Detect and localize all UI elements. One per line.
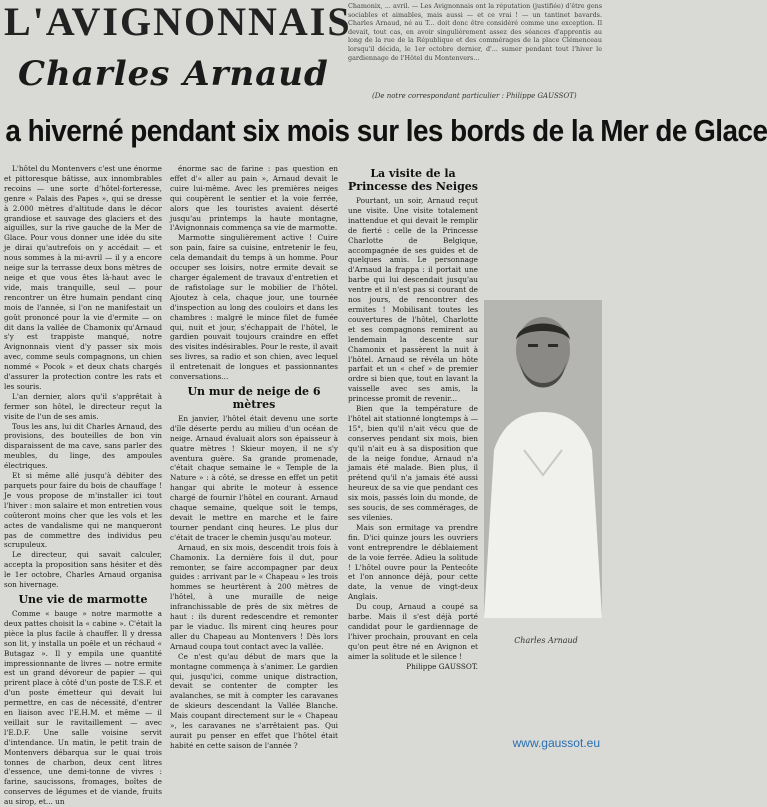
paragraph: Ce n'est qu'au début de mars que la montagne commença à s'animer. Le gardien qui, jusqu'ici, comme unique distraction, devait se contenter de compter les avalanches, se mit à compter les caravanes de skieurs descendant la Vallée Blanche. Mais coupant directement sur le « Chapeau », les caravanes ne s'arrêtaient pas. Qui aurait pu penser en effet que l'hôtel était habité en cette saison de l'année ? bbox=[170, 651, 338, 750]
paragraph: Du coup, Arnaud a coupé sa barbe. Mais il s'est déjà porté candidat pour le gardiennage de l'hiver prochain, prouvant en cela qu'on peut être né en Avignon et aimer la solitude et le silence ! bbox=[348, 602, 478, 661]
column-1 bbox=[4, 164, 162, 807]
paragraph: Marmotte singulièrement active ! Cuire son pain, faire sa cuisine, entretenir le feu, cela demandait du temps à un homme. Pour occuper ses loisirs, notre ermite devait se charger également de travaux d'entretien et de rafistolage sur le mobilier de l'hôtel. Ajoutez à cela, chaque jour, une tournée d'inspection au long des couloirs et dans les chambres : malgré le mince filet de fumée qui, nuit et jour, s'échappait de l'hôtel, le gardien pouvait toujours craindre en effet des visites indésirables. Pour le reste, il avait ses livres, sa radio et son chien, avec lequel il entretenait de longues et passionnantes conversations... bbox=[170, 233, 338, 382]
correspondent-line: (De notre correspondant particulier : Philippe GAUSSOT) bbox=[372, 92, 577, 100]
kicker-title: L'AVIGNONNAIS bbox=[4, 0, 352, 44]
portrait-photo bbox=[484, 300, 602, 618]
column-3 bbox=[348, 164, 478, 724]
paragraph: En janvier, l'hôtel était devenu une sorte d'île déserte perdu au milieu d'un océan de neige. Arnaud évaluait alors son épaisseur à quatre mètres ! Skieur moyen, il ne s'y aventura guère. Sa grande promenade, c'était chaque semaine le « Temple de la Nature » : à côté, se dresse en effet un petit hangar qui abrite le moteur à essence chargé de fournir l'hôtel en courant. Arnaud chaque semaine, quelque soit le temps, devait le mettre en marche et le faire tourner pendant cinq heures. Le plus dur c'était de tracer le chemin jusqu'au moteur. bbox=[170, 413, 338, 542]
intro-paragraph: Chamonix, ... avril. — Les Avignonnais ont la réputation (justifiée) d'être gens sociables et aimables, mais aussi — et ce vrai ! — un tantinet bavards. Charles Arnaud, né au T... doit donc être considéré comme une exception. Il devait, tout cas, en avoir singulièrement assez des séances d'apprentis au long de la rue de la République et des commérages de la place Clémenceau lorsqu'il décida, le 1er octobre dernier, d'... sumer pendant tout l'hiver le gardiennage de l'Hôtel du Montenvers... bbox=[348, 2, 602, 62]
subhead-marmotte: Une vie de marmotte bbox=[18, 592, 148, 606]
website-watermark[interactable]: www.gaussot.eu bbox=[512, 736, 600, 750]
paragraph: Le directeur, qui savait calculer, accepta la proposition sans hésiter et dès le 1er octobre, Charles Arnaud organisa son hivernage. bbox=[4, 550, 162, 590]
paragraph: Arnaud, en six mois, descendit trois fois à Chamonix. La dernière fois il dut, pour remonter, se faire accompagner par deux guides : arrivant par le « Chapeau » les trois hommes se heurtèrent à 200 mètres de l'hôtel, à une muraille de neige infranchissable de près de six mètres de haut : ils durent redescendre et remonter par le viaduc. Ils mirent cinq heures pour aller du Chapeau au Montenvers ! Dès lors Arnaud coupa tout contact avec la vallée. bbox=[170, 542, 338, 651]
subhead-princesse: La visite de la Princesse des Neiges bbox=[348, 167, 478, 193]
subhead-mur-de-neige: Un mur de neige de 6 mètres bbox=[187, 384, 321, 411]
photo-caption: Charles Arnaud bbox=[514, 636, 578, 645]
paragraph: Comme « bauge » notre marmotte a deux pattes choisit la « cabine ». C'était la pièce la plus facile à chauffer. Il y dressa son lit, y installa un poêle et un réchaud « Butagaz ». Il y empila une quantité impressionnante de livres — notre ermite est un grand dévoreur de papier — qui prirent place à côté d'un poste de T.S.F. et d'un poste émetteur qui devait lui permettre, en cas de nécessité, d'entrer en liaison avec l'E.H.M. et même — il veillait sur le ravitaillement — avec l'E.D.F. Une salle voisine servit d'intendance. Un matin, le petit train de Montenvers débarqua sur le quai trois tonnes de charbon, deux cent litres d'essence, une demi-tonne de vivres : farine, saucissons, fromages, boîtes de conserves de légumes et de viande, fruits au sirop, et... un bbox=[4, 608, 162, 807]
portrait-illustration bbox=[484, 300, 602, 618]
paragraph: Mais son ermitage va prendre fin. D'ici quinze jours les ouvriers vont entreprendre le déblaiement de la voie ferrée. Adieu la solitude ! L'hôtel ouvre pour la Pentecôte et l'on annonce déjà, pour cette date, la venue de vingt-deux Anglais. bbox=[348, 522, 478, 602]
paragraph: Bien que la température de l'hôtel ait stationné longtemps à — 15°, bien qu'il n'ait vécu que de conserves pendant six mois, bien qu'il n'ait eu à sa disposition que de la neige fondue, Arnaud n'a jamais été malade. Bien plus, il prétend qu'il n'a jamais été aussi heureux de sa vie que pendant ces six mois, passés loin du monde, de ses soucis, de ses commérages, de ses vilenies. bbox=[348, 404, 478, 522]
paragraph: Tous les ans, lui dit Charles Arnaud, des provisions, des bouteilles de bon vin disparaissent de ma cave, sans parler des meubles, du linge, des ampoules électriques. bbox=[4, 421, 162, 471]
paragraph: Et si même allé jusqu'à débiter des parquets pour faire du bois de chauffage ! Je vous propose de m'installer ici tout l'hiver : mon salaire et mon entretien vous coûteront moins cher que les vols et les actes de vandalisme qui ne manqueront pas de commettre des individus peu scrupuleux. bbox=[4, 471, 162, 550]
paragraph: énorme sac de farine : pas question en effet d'« aller au pain », Arnaud devait le cuire lui-même. Avec les premières neiges qui coupèrent le sentier et la voie ferrée, alors que les touristes avaient déserté jusqu'au printemps la haute montagne, l'Avignonnais commença sa vie de marmotte. bbox=[170, 164, 338, 233]
paragraph: L'hôtel du Montenvers c'est une énorme et pittoresque bâtisse, aux innombrables recoins — une sorte d'hôtel-forteresse, genre « Palais des Papes », qui se dresse à 2.000 mètres d'altitude dans le décor grandiose et sauvage des glaciers et des aiguilles, sur la rive gauche de la Mer de Glace. Pour vous donner une idée du site je dirai qu'autrefois on y accédait — et nous sommes à la mi-avril — il y a encore neige sur la terrasse deux bons mètres de neige et que vous êtes là-haut avec le vide, mais tranquille, seul — pour rencontrer un être humain pendant cinq mois de l'année, si l'on ne manifestait un goût prononcé pour la vie d'ermite — on dit dans la vallée de Chamonix qu'Arnaud s'y est trappiste manqué, notre Avignonnais vient d'y passer six mois avec, comme seuls compagnons, un chien nommé « Pocok » et deux chats chargés d'assurer la protection contre les rats et les souris. bbox=[4, 164, 162, 391]
paragraph: L'an dernier, alors qu'il s'apprêtait à fermer son hôtel, le directeur reçut la visite de l'un de ses amis. bbox=[4, 391, 162, 421]
subject-name: Charles Arnaud bbox=[18, 54, 329, 94]
signature: Philippe GAUSSOT. bbox=[406, 661, 478, 671]
column-2 bbox=[170, 164, 338, 788]
paragraph: Pourtant, un soir, Arnaud reçut une visite. Une visite totalement inattendue et qui devait le remplir de fierté : celle de la Princesse Charlotte de Belgique, accompagnée de ses guides et de quelques amis. Le personnage d'Arnaud la frappa : il portait une barbe qui lui descendait jusqu'au ventre et il n'est pas si courant de nos jours, de rencontrer des ermites ! Mobilisant toutes les couvertures de l'hôtel, Charlotte et ses compagnons remirent au lendemain la descente sur Chamonix et passèrent la nuit à l'hôtel. Arnaud se révéla un hôte parfait et un « chef » de premier ordre si bien que, tout en lavant la vaisselle avec ses amis, la princesse promit de revenir... bbox=[348, 196, 478, 404]
headline: a hiverné pendant six mois sur les bords de la Mer de Glace bbox=[5, 113, 767, 148]
